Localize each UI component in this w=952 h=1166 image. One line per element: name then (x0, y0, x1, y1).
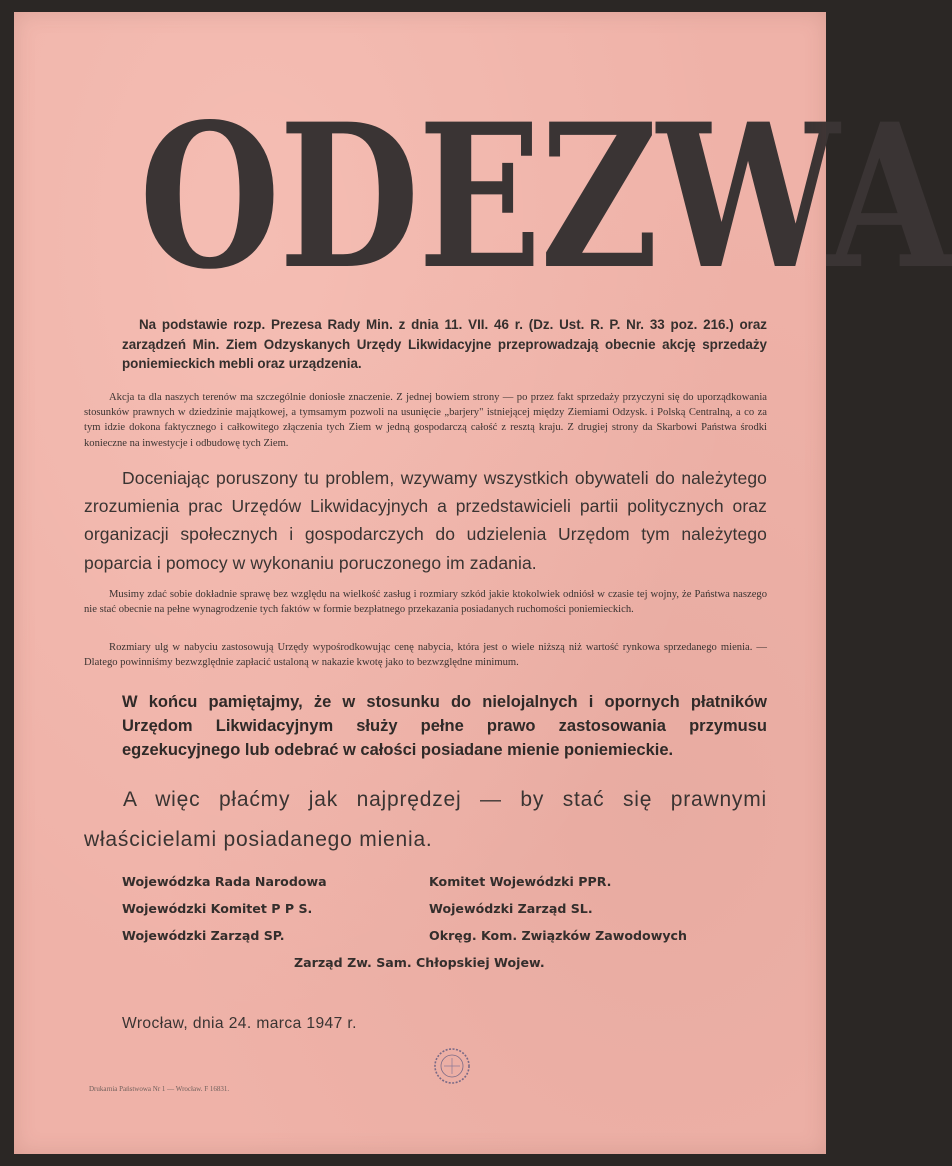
poster-sheet (14, 12, 952, 1154)
awareness-paragraph: Musimy zdać sobie dokładnie sprawę bez względu na wielkość zasług i rozmiary szkód jakie ktokolwiek odniósł w czasie tej wojny, że Państwa naszego nie stać obecnie na pełne wynagrodzenie tych faktów w formie bezpłatnego przekazania posiadanych ruchomości poniemieckich. (84, 589, 767, 616)
signatory-right-2: Wojewódzki Zarząd SL. (429, 901, 593, 916)
stamp-seal (432, 1046, 472, 1086)
signatory-center: Zarząd Zw. Sam. Chłopskiej Wojew. (294, 955, 545, 970)
signatory-left-3: Wojewódzki Zarząd SP. (122, 928, 285, 943)
appeal-paragraph: A więc płaćmy jak najprędzej — by stać się prawnymi właścicielami posiadanego mienia. (84, 788, 767, 851)
signatory-right-3: Okręg. Kom. Związków Zawodowych (429, 928, 687, 943)
signatory-left-1: Wojewódzka Rada Narodowa (122, 874, 327, 889)
signatory-right-1: Komitet Wojewódzki PPR. (429, 874, 612, 889)
significance-paragraph: Akcja ta dla naszych terenów ma szczególnie doniosłe znaczenie. Z jednej bowiem strony — po przez fakt sprzedaży przyczyni się do uporządkowania stosunków prawnych w dziedzinie majątkowej, a tymsamym pozwoli na usunięcie „barjery" istniejącej między Ziemiami Odzysk. i Polską Centralną, a co za tym idzie dokona faktycznego i całkowitego złączenia tych Ziem w jedną gospodarczą całość z resztą kraju. Z drugiej strony da Skarbowi Państwa środki konieczne na inwestycje i odbudowę tych Ziem. (84, 392, 767, 449)
signatory-left-2: Wojewódzki Komitet P P S. (122, 901, 313, 916)
printer-imprint: Drukarnia Państwowa Nr 1 — Wrocław. F 16831. (89, 1085, 230, 1093)
intro-paragraph: Na podstawie rozp. Prezesa Rady Min. z dnia 11. VII. 46 r. (Dz. Ust. R. P. Nr. 33 poz. 216.) oraz zarządzeń Min. Ziem Odzyskanych Urzędy Likwidacyjne przeprowadzają obecnie akcję sprzedaży poniemieckich mebli oraz urządzenia. (122, 317, 767, 371)
warning-paragraph: W końcu pamiętajmy, że w stosunku do nielojalnych i opornych płatników Urzędom Likwidacyjnym służy pełne prawo zastosowania przymusu egzekucyjnego lub odebrać w całości posiadane mienie poniemieckie. (122, 693, 767, 759)
date-line: Wrocław, dnia 24. marca 1947 r. (122, 1015, 357, 1032)
poster-title: ODEZWA (139, 80, 952, 313)
call-paragraph: Doceniając poruszony tu problem, wzywamy wszystkich obywateli do należytego zrozumienia prac Urzędów Likwidacyjnych a przedstawicieli partii politycznych oraz organizacji społecznych i gospodarczych do udzielenia Urzędom tym należytego poparcia i pomocy w wykonaniu poruczonego im zadania. (84, 468, 767, 573)
reliefs-paragraph: Rozmiary ulg w nabyciu zastosowują Urzędy wypośrodkowując cenę nabycia, która jest o wiele niższą niż wartość rynkowa sprzedanego mienia. — Dlatego powinniśmy bezwzględnie zapłacić ustaloną w nakazie kwotę jako to bezwzględne minimum. (84, 642, 767, 669)
